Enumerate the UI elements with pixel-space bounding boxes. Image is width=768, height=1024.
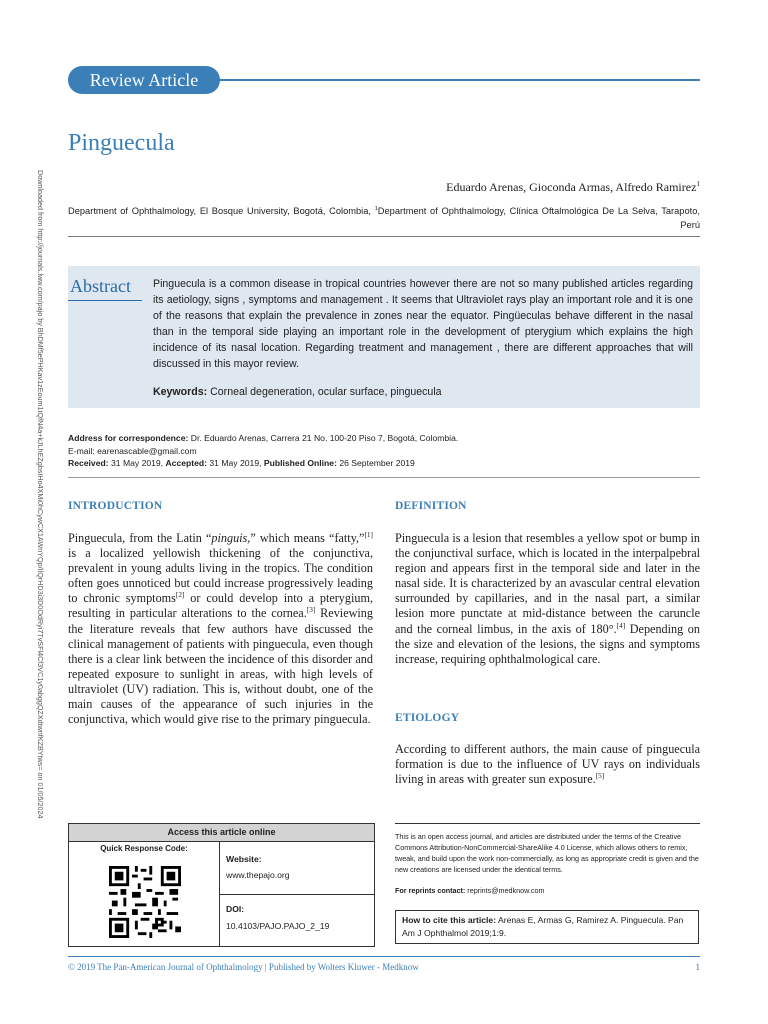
accepted-label: Accepted: xyxy=(165,458,208,468)
cite-box xyxy=(395,910,699,944)
article-type-badge: Review Article xyxy=(68,66,220,94)
etiology-heading: ETIOLOGY xyxy=(395,712,460,724)
website-label: Website: xyxy=(226,854,262,864)
footer-text: © 2019 The Pan-American Journal of Ophthalmology | Published by Wolters Kluwer - Medknow xyxy=(68,962,419,972)
affiliation-divider xyxy=(68,236,700,237)
header-rule xyxy=(216,79,700,81)
intro-latin-term: pinguis, xyxy=(211,531,251,545)
access-box-divider xyxy=(220,894,374,895)
access-box-title: Access this article online xyxy=(69,824,374,842)
website-link[interactable]: www.thepajo.org xyxy=(226,870,290,880)
received-date: 31 May 2019, xyxy=(111,458,164,468)
page-number: 1 xyxy=(695,962,700,972)
intro-seg: is a localized yellowish thickening of the conjunctiva, prevalent in young adults living in the tropics. The condition often goes unnoticed but could increase progressively leading to chronic symptoms xyxy=(68,546,373,606)
doi-link[interactable]: 10.4103/PAJO.PAJO_2_19 xyxy=(226,921,330,931)
accepted-date: 31 May 2019, xyxy=(209,458,262,468)
reprints-email[interactable]: reprints@medknow.com xyxy=(467,886,545,895)
keywords-label: Keywords: xyxy=(153,386,208,398)
cite-label: How to cite this article: xyxy=(402,915,497,925)
keywords-value: Corneal degeneration, ocular surface, pinguecula xyxy=(210,386,442,398)
authors xyxy=(446,180,700,195)
affiliation-part1: Department of Ophthalmology, El Bosque University, Bogotá, Colombia, xyxy=(68,206,375,216)
abstract-label: Abstract xyxy=(70,276,131,296)
etiology-seg: According to different authors, the main cause of pinguecula formation is due to the influence of UV rays on individuals living in areas with greater sun exposure. xyxy=(395,742,700,787)
intro-seg: or could develop into a pterygium, resulting in particular alterations to the cornea. xyxy=(68,591,373,621)
reprints-label: For reprints contact: xyxy=(395,886,466,895)
email-label: E-mail: xyxy=(68,445,95,456)
abstract-label-underline xyxy=(68,300,142,301)
qr-label: Quick Response Code: xyxy=(100,844,188,853)
access-article-box xyxy=(68,823,375,947)
download-watermark-text: Downloaded from http://journals.lww.com/pajo by BhDMf5ePHKav1zEoum1tQfN4a+kJLhEZgbsIHo4XMi0hCywCX1AWnYQp/IlQrHD3i3D0OdRyi7TvSFl4Cf3VC1y0abggQZXdtwnfKZBYtws= on 01/05/2024 xyxy=(36,170,45,819)
published-label: Published Online: xyxy=(263,458,337,468)
authors-affil-sup: 1 xyxy=(696,180,700,188)
license-rule xyxy=(395,823,700,824)
qr-cell xyxy=(69,842,220,946)
definition-seg: Pinguecula is a lesion that resembles a yellow spot or bump in the conjunctival surface, which is located in the interpalpebral region and appears first in the temporal side and later in the nasal side. It is characterized by an avascular central elevation surrounded by capillaries, and in the nasal part, a similar lesion more punctate at mid-distance between the caruncle and the corneal limbus, in the axis of 180°. xyxy=(395,531,700,636)
affiliation-sup: 1 xyxy=(374,205,378,212)
download-watermark xyxy=(22,170,45,950)
authors-names: Eduardo Arenas, Gioconda Armas, Alfredo Ramirez xyxy=(446,180,697,194)
intro-seg: Pinguecula, from the Latin “ xyxy=(68,531,212,545)
citation-ref[interactable]: [5] xyxy=(595,771,605,781)
etiology-text xyxy=(395,742,700,787)
correspondence-divider xyxy=(68,477,700,478)
received-label: Received: xyxy=(68,458,109,468)
intro-seg: ” which means “fatty,” xyxy=(250,531,365,545)
affiliations xyxy=(68,204,700,232)
correspondence-block xyxy=(68,432,458,470)
citation-ref[interactable]: [2] xyxy=(175,590,185,600)
affiliation-part2: Department of Ophthalmology, Clínica Oftalmológica De La Selva, Tarapoto, Perú xyxy=(377,206,700,230)
keywords xyxy=(153,386,442,398)
qr-code-icon[interactable] xyxy=(109,866,181,938)
article-title: Pinguecula xyxy=(68,130,175,156)
correspondence-label: Address for correspondence: xyxy=(68,433,189,443)
license-text: This is an open access journal, and articles are distributed under the terms of the Creative Commons Attribution-NonCommercial-ShareAlike 4.0 License, which allows others to remix, tweak, and build upon the work non-commercially, as long as appropriate credit is given and the new creations are licensed under the identical terms. xyxy=(395,832,699,874)
introduction-heading: INTRODUCTION xyxy=(68,500,163,512)
published-date: 26 September 2019 xyxy=(339,458,415,468)
citation-ref[interactable]: [1] xyxy=(364,529,373,539)
introduction-text xyxy=(68,531,373,727)
doi-label: DOI: xyxy=(226,904,245,914)
footer-rule xyxy=(68,956,700,957)
citation-ref[interactable]: [3] xyxy=(306,605,316,615)
reprints-contact xyxy=(395,886,545,895)
citation-ref[interactable]: [4] xyxy=(616,620,626,630)
cite-text: Arenas E, Armas G, Ramirez A. Pinguecula. Pan Am J Ophthalmol 2019;1:9. xyxy=(402,915,684,938)
abstract-text: Pinguecula is a common disease in tropical countries however there are not so many published articles regarding its aetiology, signs , symptoms and management . It seems that Ultraviolet rays play an important role and it is one of the reasons that explain the prevalence in zones near the equator. Pingüeculas behave different in the nasal than in the temporal side playing an important role in the development of pterygium which explains the high incidence of its nasal location. Regarding treatment and management , there are different approaches that will discussed in this mayor review. xyxy=(153,278,693,370)
intro-seg: Reviewing the literature reveals that few authors have discussed the clinical management of patients with pinguecula, even though there is a clear link between the incidence of this disorder and repeated exposure to sunlight in areas, with high levels of ultraviolet (UV) radiation. This is, without doubt, one of the main causes of the appearance of such injuries in the conjunctiva, which would give rise to the primary pinguecula. xyxy=(68,606,373,727)
definition-text xyxy=(395,531,700,667)
abstract-box xyxy=(68,266,700,408)
correspondence-address: Dr. Eduardo Arenas, Carrera 21 No. 100-20 Piso 7, Bogotá, Colombia. xyxy=(190,433,459,443)
email-value[interactable]: earenascable@gmail.com xyxy=(97,445,197,456)
definition-seg: Depending on the size and elevation of the lesions, the signs and symptoms increase, requiring ophthalmological care. xyxy=(395,621,700,666)
definition-heading: DEFINITION xyxy=(395,500,467,512)
